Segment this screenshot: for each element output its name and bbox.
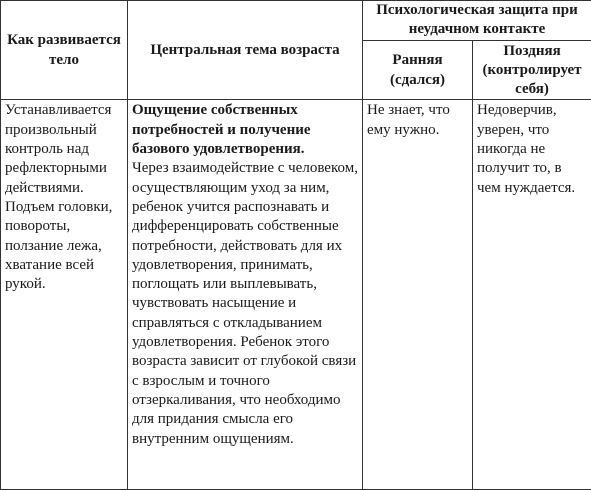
header-central-theme: Центральная тема возраста [128, 1, 363, 100]
central-theme-lead: Ощущение собственных потребностей и получение базового удовлетворения. [132, 101, 358, 159]
cell-late: Недоверчив, уверен, что никогда не получит то, в чем нуждается. [473, 100, 591, 490]
header-body-development: Как развивается тело [1, 1, 128, 100]
central-theme-text: Через взаимодействие с человеком, осуществляющим уход за ним, ребенок учится распознавать и дифференцировать собственные потребности, действовать для их удовлетворения, принимать, поглощать или выплевывать, чувствовать насыщение и справляться с откладыванием удовлетворения. Ребенок этого возраста зависит от глубокой связи с взрослым и точного отзеркаливания, что необходимо для придания смысла его внутренним ощущениям. [132, 159, 358, 448]
cell-body-development: Устанавливается произвольный контроль над рефлекторными действиями. Подъем головки, повороты, ползание лежа, хватание всей рукой. [1, 100, 128, 490]
cell-central-theme [128, 100, 363, 490]
header-defense-group: Психологическая защита при неудачном контакте [363, 1, 591, 41]
table-row [1, 100, 591, 490]
cell-early: Не знает, что ему нужно. [363, 100, 473, 490]
header-row [1, 1, 591, 41]
header-early: Ранняя (сдался) [363, 40, 473, 100]
header-late: Поздняя (контролирует себя) [473, 40, 591, 100]
